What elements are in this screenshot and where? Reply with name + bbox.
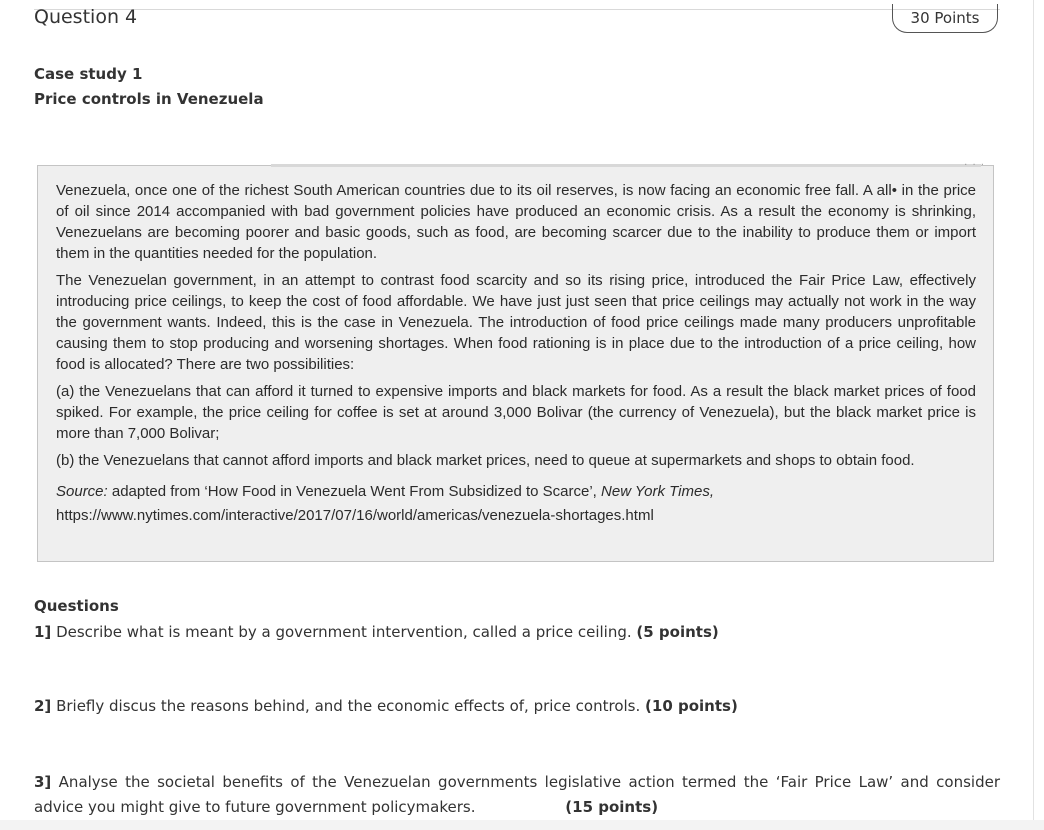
bottom-edge [0, 820, 1044, 830]
scrollbar-track[interactable] [1033, 0, 1034, 830]
question-text: Describe what is meant by a government intervention, called a price ceiling. [56, 623, 632, 641]
question-item-1 [34, 620, 1000, 645]
case-paragraph-2: The Venezuelan government, in an attempt to contrast food scarcity and so its rising price, introduced the Fair Price Law, effectively introducing price ceilings, to keep the cost of food affordable. We have just just seen that price ceilings may actually not work in the way the government wants. Indeed, this is the case in Venezuela. The introduction of food price ceilings made many producers unprofitable causing them to stop producing and worsening shortages. When food rationing is in place due to the introduction of a price ceiling, how food is allocated? There are two possibilities: [56, 272, 976, 373]
source-url: https://www.nytimes.com/interactive/2017/07/16/world/americas/venezuela-shortages.html [56, 507, 654, 524]
case-box-top-bar [271, 164, 981, 167]
question-title: Question 4 [34, 6, 138, 28]
case-study-text [56, 180, 976, 534]
question-number: 2] [34, 697, 52, 715]
top-divider [34, 9, 1000, 10]
case-paragraph-4: (b) the Venezuelans that cannot afford imports and black market prices, need to queue at supermarkets and shops to obtain food. [56, 452, 915, 469]
case-study-image [37, 160, 994, 562]
question-number: 3] [34, 773, 52, 791]
case-paragraph-3: (a) the Venezuelans that can afford it turned to expensive imports and black markets for food. As a result the black market prices of food spiked. For example, the price ceiling for coffee is set at around 3,000 Bolivar (the currency of Venezuela), but the black market price is more than 7,000 Bolivar; [56, 383, 976, 442]
case-study-title: Price controls in Venezuela [34, 90, 264, 108]
source-citation [56, 480, 976, 528]
source-text: adapted from ‘How Food in Venezuela Went From Subsidized to Scarce’, [111, 483, 597, 500]
case-study-label: Case study 1 [34, 65, 143, 83]
source-publication: New York Times, [601, 483, 714, 500]
question-number: 1] [34, 623, 52, 641]
points-badge: 30 Points [892, 4, 998, 33]
question-item-2 [34, 694, 1000, 719]
question-text: Briefly discus the reasons behind, and the economic effects of, price controls. [56, 697, 641, 715]
question-points: (5 points) [636, 623, 719, 641]
source-label: Source: [56, 483, 108, 500]
case-box-dots: · · · [964, 160, 985, 171]
questions-heading: Questions [34, 597, 119, 615]
question-points: (10 points) [645, 697, 738, 715]
question-text: Analyse the societal benefits of the Venezuelan governments legislative action termed the ‘Fair Price Law’ and consider advice you might give to future government policymakers. [34, 773, 1000, 816]
case-paragraph-1: Venezuela, once one of the richest South American countries due to its oil reserves, is now facing an economic free fall. A all• in the price of oil since 2014 accompanied with bad government policies have produced an economic crisis. As a result the economy is shrinking, Venezuelans are becoming poorer and basic goods, such as food, are becoming scarcer due to the inability to produce them or import them in the quantities needed for the population. [56, 182, 976, 262]
question-item-3 [34, 770, 1000, 820]
question-points: (15 points) [565, 798, 659, 816]
